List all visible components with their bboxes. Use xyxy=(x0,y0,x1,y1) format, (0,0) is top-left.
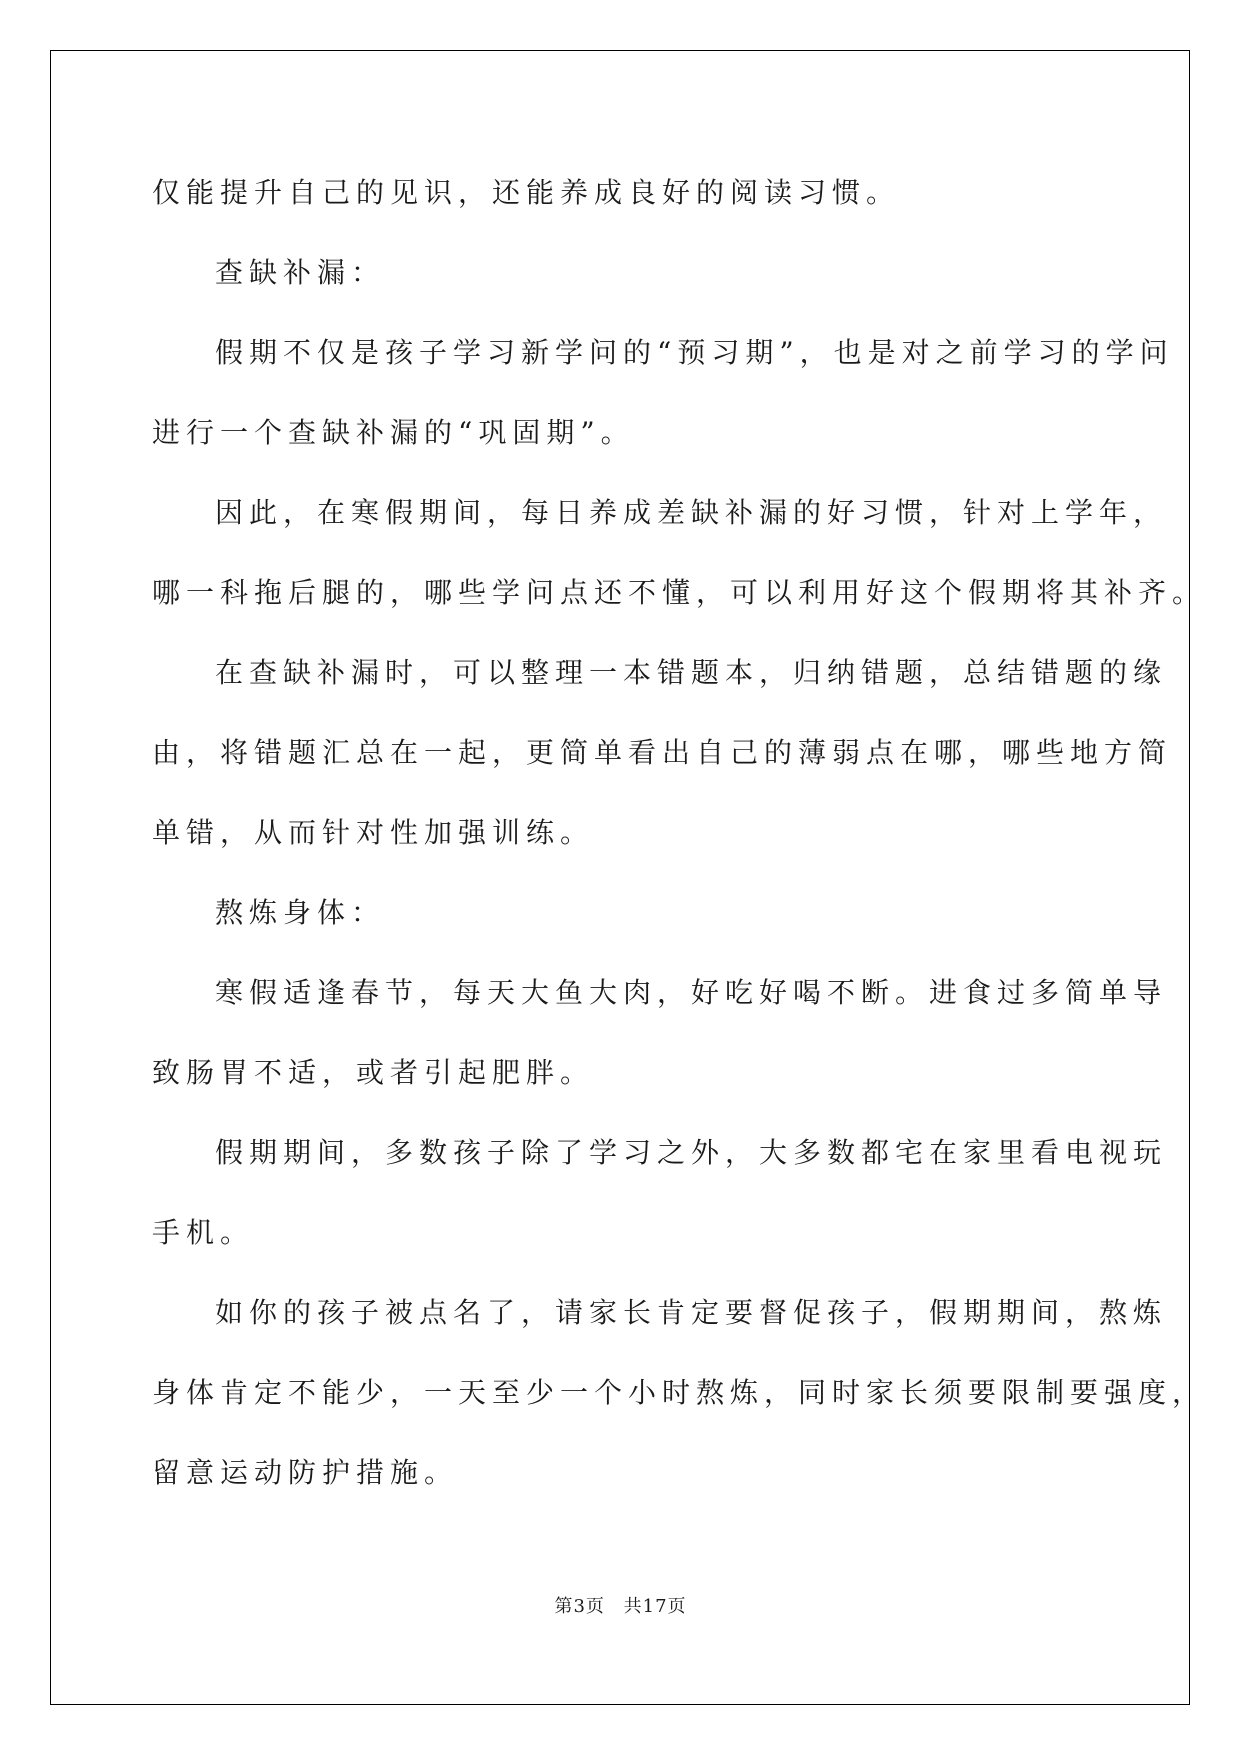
body-text-line: 因此，在寒假期间，每日养成差缺补漏的好习惯，针对上学年， xyxy=(215,496,1168,529)
body-text-line: 假期不仅是孩子学习新学问的“预习期”，也是对之前学习的学问 xyxy=(215,336,1174,369)
body-text-line: 在查缺补漏时，可以整理一本错题本，归纳错题，总结错题的缘 xyxy=(215,656,1168,689)
body-text-line: 身体肯定不能少，一天至少一个小时熬炼，同时家长须要限制要强度， xyxy=(152,1376,1207,1409)
body-text-line: 假期期间，多数孩子除了学习之外，大多数都宅在家里看电视玩 xyxy=(215,1136,1168,1169)
section-heading: 查缺补漏： xyxy=(215,256,386,289)
body-text-line: 致肠胃不适，或者引起肥胖。 xyxy=(152,1056,595,1089)
body-text-line: 哪一科拖后腿的，哪些学问点还不懂，可以利用好这个假期将其补齐。 xyxy=(152,576,1207,609)
body-text-line: 单错，从而针对性加强训练。 xyxy=(152,816,595,849)
page-number: 第3页 xyxy=(554,1596,605,1617)
page-total: 共17页 xyxy=(623,1596,687,1617)
section-heading: 熬炼身体： xyxy=(215,896,386,929)
body-text-line: 进行一个查缺补漏的“巩固期”。 xyxy=(152,416,635,449)
body-text-line: 仅能提升自己的见识，还能养成良好的阅读习惯。 xyxy=(152,176,901,209)
body-text-line: 由，将错题汇总在一起，更简单看出自己的薄弱点在哪，哪些地方简 xyxy=(152,736,1173,769)
page-footer xyxy=(0,1594,1241,1620)
body-text-line: 如你的孩子被点名了，请家长肯定要督促孩子，假期期间，熬炼 xyxy=(215,1296,1168,1329)
body-text-line: 寒假适逢春节，每天大鱼大肉，好吃好喝不断。进食过多简单导 xyxy=(215,976,1168,1009)
body-text-line: 手机。 xyxy=(152,1216,255,1249)
body-text-line: 留意运动防护措施。 xyxy=(152,1456,459,1489)
